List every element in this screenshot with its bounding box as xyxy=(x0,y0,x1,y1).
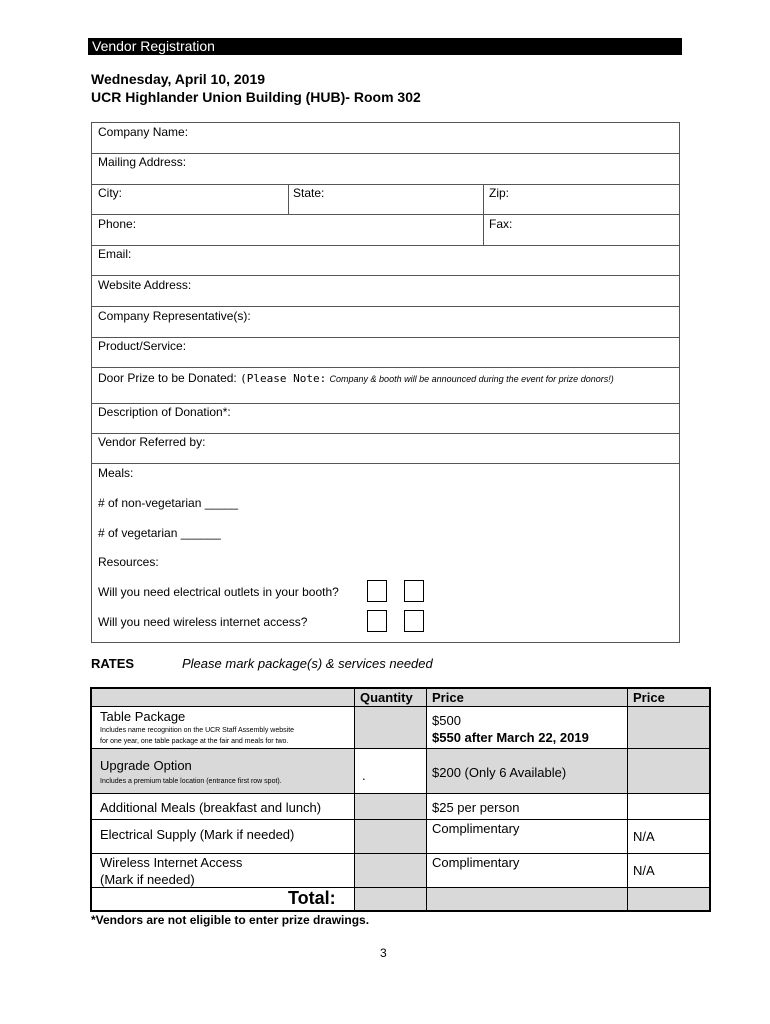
mailing-address-field[interactable]: Mailing Address: xyxy=(98,155,187,169)
table-package-desc: for one year, one table package at the fair and meals for two. xyxy=(100,738,289,745)
company-name-field[interactable]: Company Name: xyxy=(98,125,189,139)
door-prize-note: (Please Note: xyxy=(240,372,327,385)
phone-field[interactable]: Phone: xyxy=(98,217,137,231)
upgrade-name: Upgrade Option xyxy=(100,758,192,773)
table-divider xyxy=(92,793,709,794)
table-divider xyxy=(92,748,709,749)
referred-by-field[interactable]: Vendor Referred by: xyxy=(98,435,206,449)
upgrade-price2-cell xyxy=(627,748,709,793)
form-divider xyxy=(92,245,679,246)
quantity-header: Quantity xyxy=(360,690,413,705)
fax-field[interactable]: Fax: xyxy=(489,217,513,231)
table-divider xyxy=(92,887,709,888)
table-package-desc: Includes name recognition on the UCR Staff Assembly website xyxy=(100,727,295,734)
page-title: Vendor Registration xyxy=(88,38,682,55)
wireless-name-sub: (Mark if needed) xyxy=(100,872,195,887)
table-package-price2-cell xyxy=(627,706,709,748)
wireless-price: Complimentary xyxy=(432,855,520,870)
electrical-no-checkbox[interactable] xyxy=(404,580,424,602)
description-field[interactable]: Description of Donation*: xyxy=(98,405,231,419)
email-field[interactable]: Email: xyxy=(98,247,132,261)
table-package-name: Table Package xyxy=(100,709,186,724)
electrical-yes-checkbox[interactable] xyxy=(367,580,387,602)
price-header: Price xyxy=(432,690,464,705)
wireless-price2: N/A xyxy=(633,863,655,878)
wireless-yes-checkbox[interactable] xyxy=(367,610,387,632)
rates-title: RATES xyxy=(91,656,135,671)
rates-table xyxy=(90,687,711,912)
door-prize-note-italic: Company & booth will be announced during the event for prize donors!) xyxy=(329,374,614,384)
page-number: 3 xyxy=(380,946,387,960)
total-price2-cell xyxy=(627,887,709,910)
table-divider xyxy=(92,706,709,707)
form-divider xyxy=(92,214,679,215)
door-prize-label: Door Prize to be Donated: xyxy=(98,371,237,385)
total-price-cell xyxy=(426,887,627,910)
form-divider xyxy=(92,306,679,307)
door-prize-field[interactable] xyxy=(98,371,614,386)
form-divider xyxy=(92,403,679,404)
meals-label: Meals: xyxy=(98,466,134,480)
electrical-price2: N/A xyxy=(633,829,655,844)
form-divider xyxy=(92,184,679,185)
wireless-no-checkbox[interactable] xyxy=(404,610,424,632)
upgrade-price: $200 (Only 6 Available) xyxy=(432,765,567,780)
wireless-quantity-cell[interactable] xyxy=(354,853,426,887)
electrical-price: Complimentary xyxy=(432,821,520,836)
zip-field[interactable]: Zip: xyxy=(489,186,510,200)
header-cell xyxy=(92,689,354,706)
form-divider xyxy=(92,337,679,338)
product-service-field[interactable]: Product/Service: xyxy=(98,339,187,353)
wireless-question: Will you need wireless internet access? xyxy=(98,615,308,629)
upgrade-quantity: . xyxy=(362,768,366,783)
form-divider xyxy=(92,275,679,276)
table-divider xyxy=(354,689,355,910)
form-divider xyxy=(92,153,679,154)
meals-name: Additional Meals (breakfast and lunch) xyxy=(100,800,322,815)
electrical-name: Electrical Supply (Mark if needed) xyxy=(100,827,295,842)
upgrade-desc: Includes a premium table location (entrance first row spot). xyxy=(100,778,282,785)
meals-price: $25 per person xyxy=(432,800,520,815)
quantity-cell[interactable] xyxy=(354,793,426,853)
form-divider xyxy=(92,463,679,464)
registration-form xyxy=(91,122,680,643)
form-divider xyxy=(483,184,484,245)
vegetarian-field[interactable]: # of vegetarian ______ xyxy=(98,526,221,540)
table-divider xyxy=(627,689,628,910)
table-package-late-price: $550 after March 22, 2019 xyxy=(432,730,589,745)
city-field[interactable]: City: xyxy=(98,186,122,200)
form-divider xyxy=(288,184,289,214)
table-divider xyxy=(92,853,709,854)
form-divider xyxy=(92,433,679,434)
table-package-price: $500 xyxy=(432,713,461,728)
state-field[interactable]: State: xyxy=(293,186,325,200)
table-divider xyxy=(426,689,427,910)
table-package-quantity-cell[interactable] xyxy=(354,706,426,748)
table-divider xyxy=(92,819,709,820)
total-label: Total: xyxy=(288,888,336,908)
price2-header: Price xyxy=(633,690,665,705)
event-date: Wednesday, April 10, 2019 xyxy=(91,71,266,87)
form-divider xyxy=(92,367,679,368)
resources-label: Resources: xyxy=(98,555,159,569)
rates-subtitle: Please mark package(s) & services needed xyxy=(182,656,433,671)
footnote: *Vendors are not eligible to enter prize drawings. xyxy=(91,913,370,927)
website-field[interactable]: Website Address: xyxy=(98,278,192,292)
wireless-name: Wireless Internet Access xyxy=(100,855,243,870)
electrical-question: Will you need electrical outlets in your booth? xyxy=(98,585,339,599)
event-location: UCR Highlander Union Building (HUB)- Room 302 xyxy=(91,89,421,105)
total-quantity-cell[interactable] xyxy=(354,887,426,910)
non-vegetarian-field[interactable]: # of non-vegetarian _____ xyxy=(98,496,239,510)
representatives-field[interactable]: Company Representative(s): xyxy=(98,309,251,323)
